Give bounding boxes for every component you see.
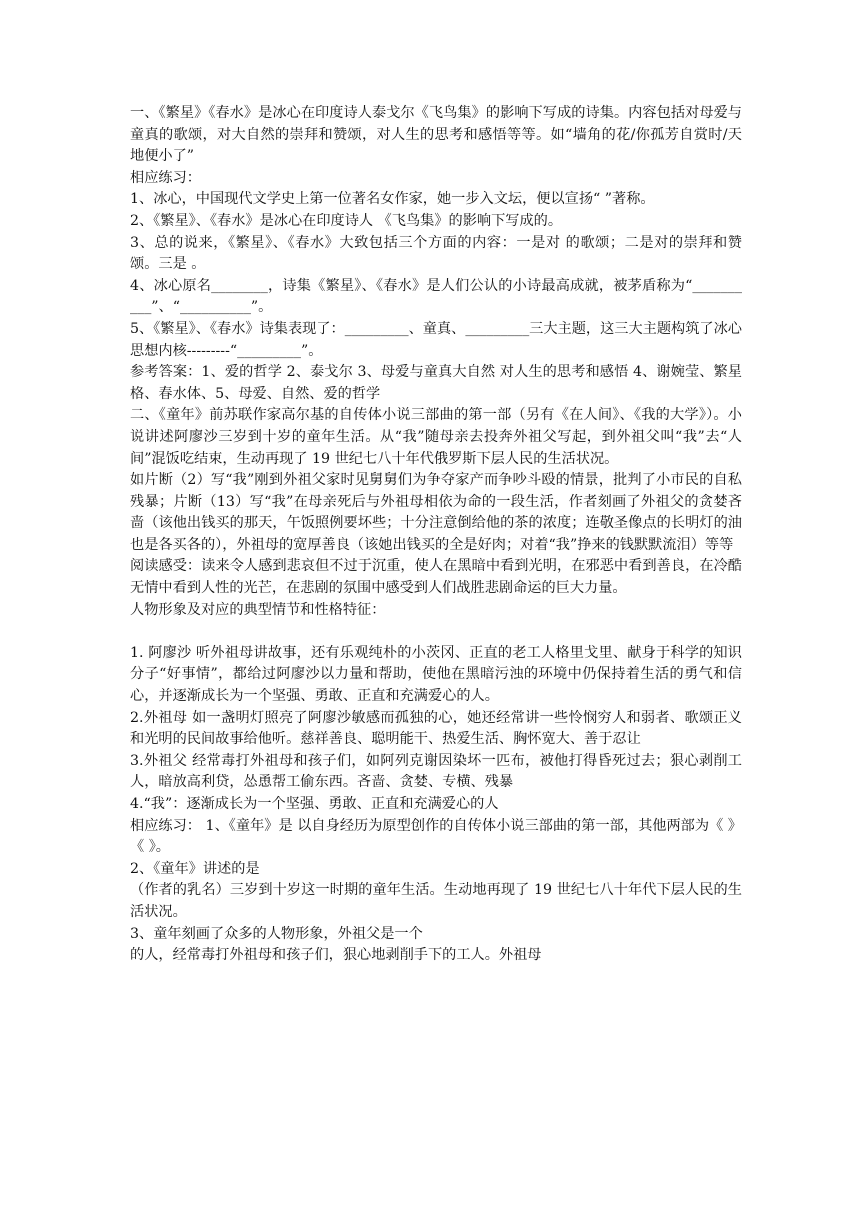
text-line: 2、《繁星》、《春水》是冰心在印度诗人 《飞鸟集》的影响下写成的。 <box>130 212 563 229</box>
text-line: 3、总的说来，《繁星》、《春水》大致包括三个方面的内容：一是对 的歌颂；二是对的崇拜和赞颂。三是 。 <box>130 234 742 273</box>
text-line: 相应练习： <box>130 169 201 186</box>
text-line: 二、《童年》前苏联作家高尔基的自传体小说三部曲的第一部（另有《在人间》、《我的大学》）。小说讲述阿廖沙三岁到十岁的童年生活。从“我”随母亲去投奔外祖父写起，到外祖父叫“我”去“人间”混饭吃结束，生动再现了 19 世纪七八十年代俄罗斯下层人民的生活状况。 <box>130 407 742 467</box>
text-line: 4、冰心原名________，诗集《繁星》、《春水》是人们公认的小诗最高成就，被茅盾称为“__________”、“__________”。 <box>130 277 742 316</box>
text-line: 3.外祖父 经常毒打外祖母和孩子们，如阿列克谢因染坏一匹布，被他打得昏死过去；狠心剥削工人，暗放高利贷，怂恿帮工偷东西。吝啬、贪婪、专横、残暴 <box>130 752 742 791</box>
text-line: 如片断（2）写“我”刚到外祖父家时见舅舅们为争夺家产而争吵斗殴的情景，批判了小市民的自私残暴；片断（13）写“我”在母亲死后与外祖母相依为命的一段生活，作者刻画了外祖父的贪婪吝啬（该他出钱买的那天，午饭照例要坏些；十分注意倒给他的茶的浓度；连敬圣像点的长明灯的油也是各买各的），外祖母的宽厚善良（该她出钱买的全是好肉；对着“我”挣来的钱默默流泪）等等 <box>130 472 742 553</box>
text-line: 参考答案：1、爱的哲学 2、泰戈尔 3、母爱与童真大自然 对人生的思考和感悟 4、谢婉莹、繁星格、春水体、5、母爱、自然、爱的哲学 <box>130 364 742 402</box>
document-page <box>130 103 742 967</box>
text-line: 3、童年刻画了众多的人物形象，外祖父是一个 <box>130 925 423 942</box>
blank-line <box>130 621 742 643</box>
text-line: 人物形象及对应的典型情节和性格特征： <box>130 601 386 618</box>
text-line: 1、冰心，中国现代文学史上第一位著名女作家，她一步入文坛，便以宣扬“ ”著称。 <box>130 191 655 208</box>
text-line: 相应练习： 1、《童年》是 以自身经历为原型创作的自传体小说三部曲的第一部，其他两部为《 》《 》。 <box>130 817 742 856</box>
text-line: 4.“我”：逐渐成长为一个坚强、勇敢、正直和充满爱心的人 <box>130 796 499 812</box>
text-line: 的人，经常毒打外祖母和孩子们，狠心地剥削手下的工人。外祖母 <box>130 947 542 964</box>
text-line: 5、《繁星》、《春水》诗集表现了：_________、童真、_________三大主题，这三大主题构筑了冰心思想内核---------“_________”。 <box>130 320 742 359</box>
text-line: 阅读感受：读来令人感到悲哀但不过于沉重，使人在黑暗中看到光明，在邪恶中看到善良，在冷酷无情中看到人性的光芒，在悲剧的氛围中感受到人们战胜悲剧命运的巨大力量。 <box>130 558 742 597</box>
text-line: 2、《童年》讲述的是 <box>130 860 260 877</box>
text-line: 一、《繁星》《春水》是冰心在印度诗人泰戈尔《飞鸟集》的影响下写成的诗集。内容包括对母爱与童真的歌颂，对大自然的崇拜和赞颂，对人生的思考和感悟等等。如“墙角的花/你孤芳自赏时/天地便小了” <box>130 105 742 165</box>
text-line: （作者的乳名）三岁到十岁这一时期的童年生活。生动地再现了 19 世纪七八十年代下层人民的生活状况。 <box>130 882 742 920</box>
text-line: 2.外祖母 如一盏明灯照亮了阿廖沙敏感而孤独的心，她还经常讲一些怜悯穷人和弱者、歌颂正义和光明的民间故事给他听。慈祥善良、聪明能干、热爱生活、胸怀宽大、善于忍让 <box>130 709 742 748</box>
text-line: 1. 阿廖沙 听外祖母讲故事，还有乐观纯朴的小茨冈、正直的老工人格里戈里、献身于科学的知识分子“好事情”，都给过阿廖沙以力量和帮助，使他在黑暗污浊的环境中仍保持着生活的勇气和信心，并逐渐成长为一个坚强、勇敢、正直和充满爱心的人。 <box>130 644 742 705</box>
